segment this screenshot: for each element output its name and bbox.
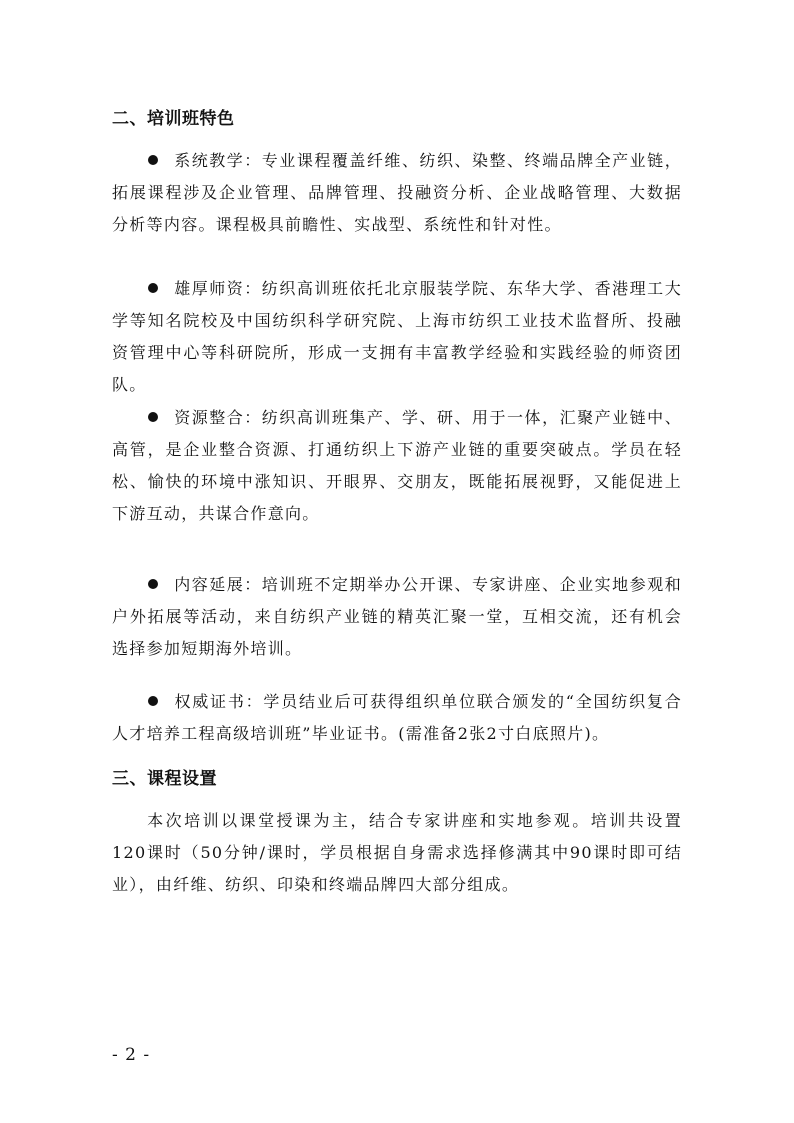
feature-item-text: 内容延展：培训班不定期举办公开课、专家讲座、企业实地参观和户外拓展等活动，来自纺织产业链的精英汇聚一堂，互相交流，还有机会选择参加短期海外培训。 bbox=[112, 575, 682, 658]
feature-item-faculty bbox=[112, 273, 682, 401]
feature-item-certificate bbox=[112, 686, 682, 750]
feature-item-text: 资源整合：纺织高训班集产、学、研、用于一体，汇聚产业链中、高管，是企业整合资源、打通纺织上下游产业链的重要突破点。学员在轻松、愉快的环境中涨知识、开眼界、交朋友，既能拓展视野，又能促进上下游互动，共谋合作意向。 bbox=[112, 408, 682, 523]
section-2-heading: 二、培训班特色 bbox=[112, 109, 235, 129]
bullet-icon bbox=[148, 579, 158, 589]
feature-item-text: 系统教学：专业课程覆盖纤维、纺织、染整、终端品牌全产业链，拓展课程涉及企业管理、品牌管理、投融资分析、企业战略管理、大数据分析等内容。课程极具前瞻性、实战型、系统性和针对性。 bbox=[112, 151, 682, 234]
feature-item-text: 权威证书：学员结业后可获得组织单位联合颁发的“全国纺织复合人才培养工程高级培训班”毕业证书。(需准备2张2寸白底照片)。 bbox=[112, 692, 682, 743]
feature-item-system-teaching bbox=[112, 145, 682, 241]
feature-item-content-extension bbox=[112, 569, 682, 665]
page-number: - 2 - bbox=[112, 1045, 151, 1065]
course-setup-paragraph bbox=[112, 805, 682, 901]
bullet-icon bbox=[148, 155, 158, 165]
bullet-icon bbox=[148, 283, 158, 293]
section-3-heading: 三、课程设置 bbox=[112, 769, 217, 789]
feature-item-resource-integration bbox=[112, 402, 682, 530]
course-setup-text: 本次培训以课堂授课为主，结合专家讲座和实地参观。培训共设置120课时（50分钟/课时，学员根据自身需求选择修满其中90课时即可结业），由纤维、纺织、印染和终端品牌四大部分组成。 bbox=[112, 811, 682, 894]
bullet-icon bbox=[148, 696, 158, 706]
bullet-icon bbox=[148, 412, 158, 422]
feature-item-text: 雄厚师资：纺织高训班依托北京服装学院、东华大学、香港理工大学等知名院校及中国纺织科学研究院、上海市纺织工业技术监督所、投融资管理中心等科研院所，形成一支拥有丰富教学经验和实践经验的师资团队。 bbox=[112, 279, 682, 394]
